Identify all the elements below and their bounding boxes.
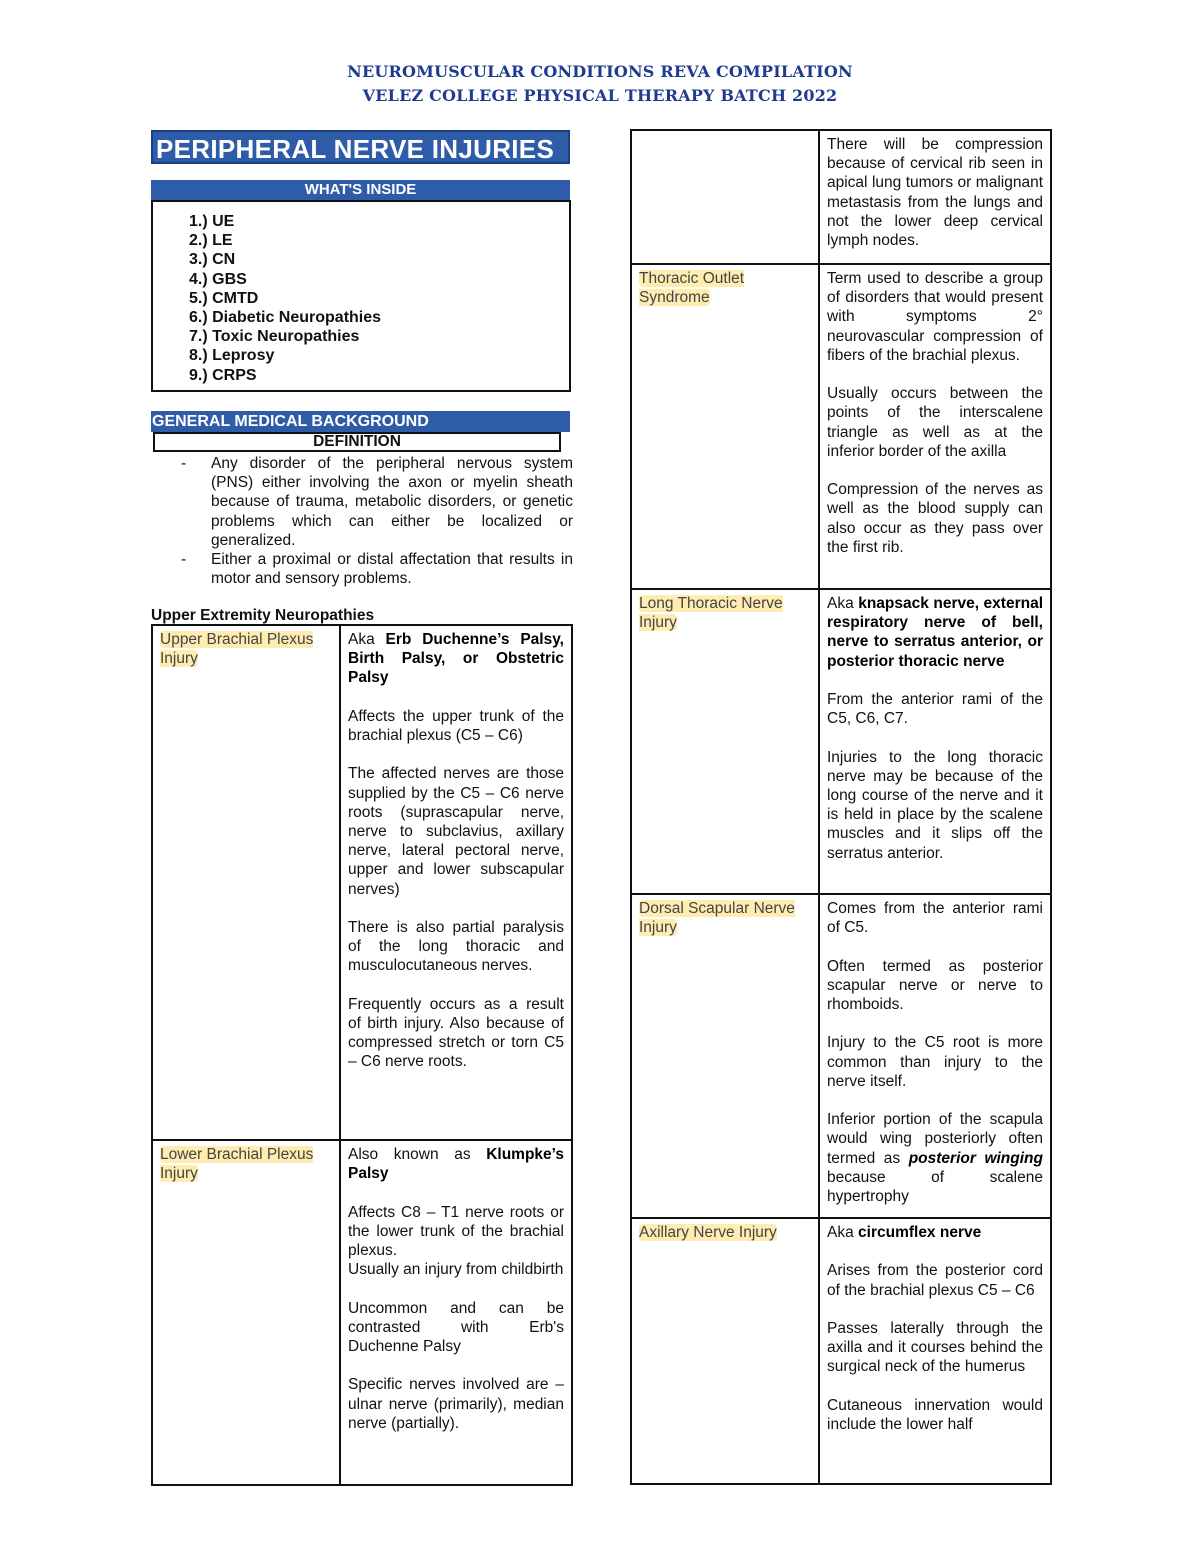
toc-item: 2.) LE — [189, 232, 233, 250]
condition-label-cell — [631, 894, 819, 1218]
document-header-line2: VELEZ COLLEGE PHYSICAL THERAPY BATCH 2022 — [362, 86, 838, 105]
description-paragraph — [348, 630, 564, 688]
condition-description-cell — [819, 1218, 1051, 1484]
table-row — [152, 1140, 572, 1485]
definition-label: DEFINITION — [153, 432, 561, 452]
text-span: Affects C8 – T1 nerve roots or the lower trunk of the brachial plexus. — [348, 1203, 564, 1259]
definition-bullet — [181, 454, 573, 550]
toc-list — [189, 212, 381, 385]
condition-label: Thoracic Outlet Syndrome — [639, 270, 745, 307]
document-header-line1: NEUROMUSCULAR CONDITIONS REVA COMPILATION — [347, 62, 853, 81]
toc-item: 3.) CN — [189, 251, 236, 269]
bullet-dash: - — [181, 455, 187, 472]
condition-label-cell — [152, 625, 340, 1140]
text-span: Inferior portion of the scapula would wing posteriorly often termed as — [827, 1111, 1043, 1167]
toc-item: 6.) Diabetic Neuropathies — [189, 309, 382, 327]
condition-description-cell — [819, 589, 1051, 894]
toc-item: 7.) Toxic Neuropathies — [189, 328, 360, 346]
description-paragraph: Uncommon and can be contrasted with Erb's Duchenne Palsy — [348, 1299, 564, 1355]
condition-label-cell — [152, 1140, 340, 1485]
toc-item: 1.) UE — [189, 213, 235, 230]
ue-neuropathy-table-left — [151, 624, 573, 1486]
description-paragraph: Passes laterally through the axilla and it courses behind the surgical neck of the humerus — [827, 1319, 1043, 1376]
condition-label: Dorsal Scapular Nerve Injury — [639, 900, 795, 937]
text-span: Aka — [348, 631, 386, 648]
definition-bullet — [181, 550, 573, 588]
bold-term: Erb Duchenne’s Palsy, Birth Palsy, or Obstetric Palsy — [348, 631, 564, 687]
description-paragraph: Arises from the posterior cord of the brachial plexus C5 – C6 — [827, 1262, 1043, 1299]
general-background-heading: GENERAL MEDICAL BACKGROUND — [151, 411, 570, 432]
condition-label: Lower Brachial Plexus Injury — [160, 1146, 314, 1183]
ue-neuropathy-table-right — [630, 129, 1052, 1485]
table-row — [631, 264, 1051, 589]
description-paragraph: Often termed as posterior scapular nerve or nerve to rhomboids. — [827, 957, 1043, 1013]
whats-inside-heading: WHAT'S INSIDE — [151, 180, 570, 200]
description-paragraph — [827, 1223, 1043, 1242]
description-paragraph: Compression of the nerves as well as the blood supply can also occur as they pass over the first rib. — [827, 481, 1043, 556]
description-paragraph: Usually an injury from childbirth — [348, 1261, 564, 1279]
description-paragraph: Comes from the anterior rami of C5. — [827, 900, 1043, 937]
bold-italic-term: posterior winging — [908, 1149, 1043, 1167]
page-title: PERIPHERAL NERVE INJURIES — [151, 130, 570, 164]
table-row — [631, 1218, 1051, 1484]
text-span: Aka — [827, 595, 859, 612]
bullet-text: Any disorder of the peripheral nervous system (PNS) either involving the axon or myelin sheath because of trauma, metabolic disorders, or genetic problems which can either be localized or generalized. — [211, 455, 573, 549]
condition-label-cell — [631, 1218, 819, 1484]
bullet-text: Either a proximal or distal affectation that results in motor and sensory problems. — [211, 551, 573, 588]
condition-description-cell — [819, 264, 1051, 589]
toc-item: 9.) CRPS — [189, 366, 257, 384]
bold-term: circumflex nerve — [858, 1224, 982, 1241]
table-row — [631, 894, 1051, 1218]
description-paragraph: Injury to the C5 root is more common than injury to the nerve itself. — [827, 1034, 1043, 1090]
condition-description-cell — [340, 625, 572, 1140]
condition-label-cell — [631, 130, 819, 264]
ue-neuropathies-heading: Upper Extremity Neuropathies — [151, 607, 375, 624]
description-paragraph: Usually occurs between the points of the interscalene triangle as well as at the inferior border of the axilla — [827, 385, 1043, 460]
whats-inside-box — [151, 200, 571, 392]
definition-bullets — [181, 454, 573, 588]
description-paragraph: There will be compression because of cervical rib seen in apical lung tumors or malignant metastasis from the lungs and not the lower deep cervical lymph nodes. — [827, 136, 1043, 250]
condition-label-cell — [631, 589, 819, 894]
table-row — [152, 625, 572, 1140]
text-span: Also known as — [348, 1146, 487, 1163]
condition-label: Long Thoracic Nerve Injury — [639, 595, 783, 632]
table-row — [631, 589, 1051, 894]
description-paragraph: Injuries to the long thoracic nerve may be because of the long course of the nerve and it is held in place by the scalene muscles and it slips off the serratus anterior. — [827, 748, 1043, 862]
description-paragraph: Frequently occurs as a result of birth injury. Also because of compressed stretch or torn C5 – C6 nerve roots. — [348, 995, 564, 1071]
toc-item: 8.) Leprosy — [189, 347, 275, 365]
description-paragraph: There is also partial paralysis of the long thoracic and musculocutaneous nerves. — [348, 919, 564, 975]
text-span: Aka — [827, 1224, 859, 1241]
bold-term: Klumpke’s Palsy — [348, 1146, 564, 1183]
description-paragraph: Affects the upper trunk of the brachial plexus (C5 – C6) — [348, 707, 564, 744]
condition-description-cell — [819, 130, 1051, 264]
description-paragraph — [827, 1110, 1043, 1206]
bullet-dash: - — [181, 551, 187, 569]
description-paragraph: From the anterior rami of the C5, C6, C7. — [827, 691, 1043, 728]
text-span: because of scalene hypertrophy — [827, 1168, 1043, 1205]
description-paragraph: Cutaneous innervation would include the lower half — [827, 1396, 1043, 1433]
toc-item: 4.) GBS — [189, 270, 247, 288]
description-paragraph: Specific nerves involved are – ulnar nerve (primarily), median nerve (partially). — [348, 1376, 564, 1432]
description-paragraph — [348, 1145, 564, 1183]
description-paragraph: Term used to describe a group of disorders that would present with symptoms 2° neurovascular compression of fibers of the brachial plexus. — [827, 270, 1043, 364]
description-paragraph — [348, 1203, 564, 1261]
condition-label-cell — [631, 264, 819, 589]
condition-label: Axillary Nerve Injury — [639, 1224, 777, 1241]
bold-term: knapsack nerve, external respiratory nerve of bell, nerve to serratus anterior, or posterior thoracic nerve — [827, 595, 1044, 670]
description-paragraph — [827, 594, 1043, 671]
condition-description-cell — [340, 1140, 572, 1485]
condition-label: Upper Brachial Plexus Injury — [160, 631, 314, 668]
table-row — [631, 130, 1051, 264]
condition-description-cell — [819, 894, 1051, 1218]
description-paragraph: The affected nerves are those supplied by the C5 – C6 nerve roots (suprascapular nerve, nerve to subclavius, axillary nerve, lateral pectoral nerve, upper and lower subscapular nerves) — [348, 765, 564, 898]
toc-item: 5.) CMTD — [189, 289, 259, 307]
